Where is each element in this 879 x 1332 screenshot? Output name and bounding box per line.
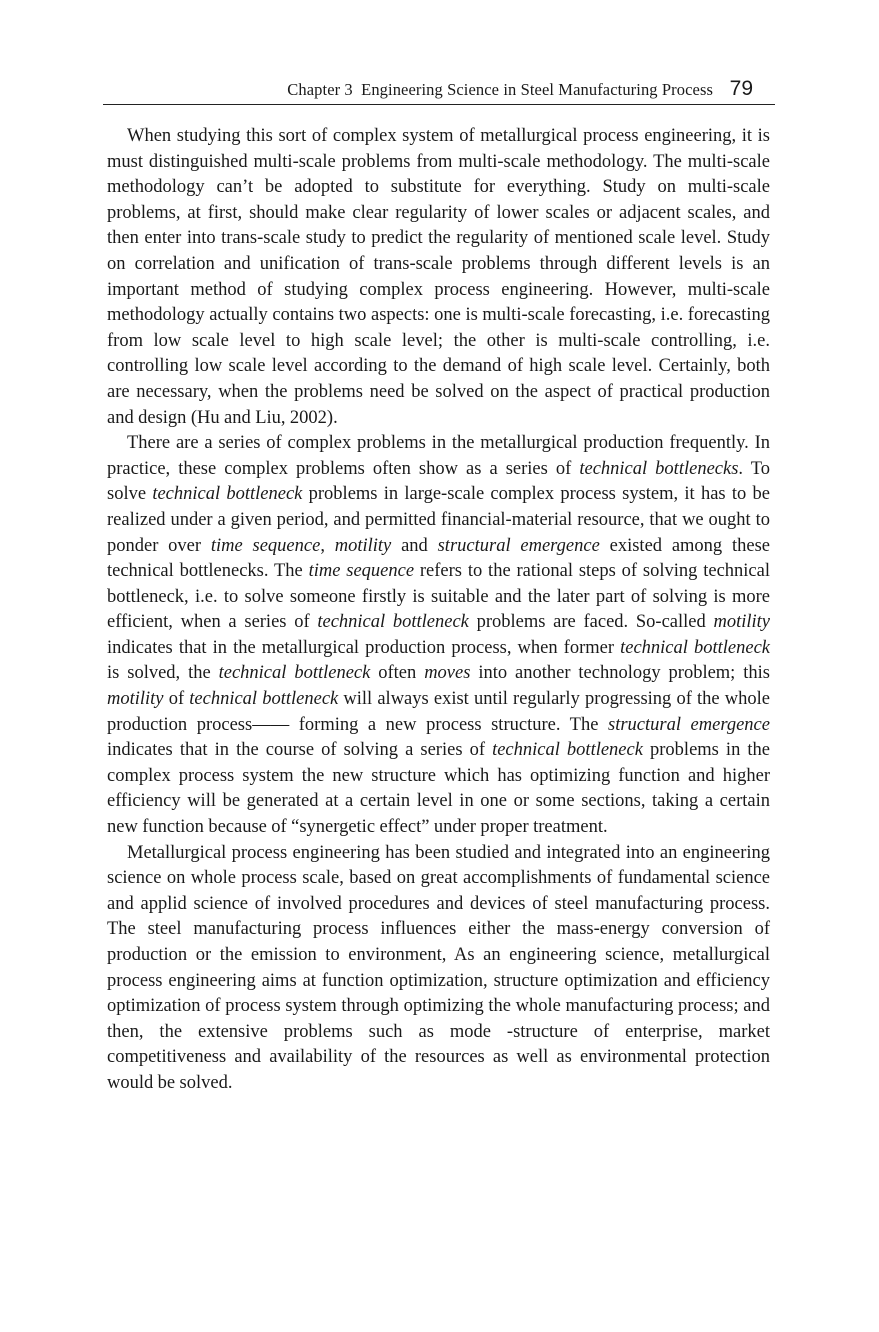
text-run: and: [391, 535, 438, 556]
text-run: When studying this sort of complex system of metallurgical process engineering, it is must distinguished multi-scale problems from multi-scale methodology. The multi-scale methodology can’t be adopted to substitute for everything. Study on multi-scale problems, at first, should make clear regularity of lower scales or adjacent scales, and then enter into trans-scale study to predict the regularity of mentioned scale level. Study on correlation and unification of trans-scale problems through different levels is an important method of studying complex process engineering. However, multi-scale methodology actually contains two aspects: one is multi-scale forecasting, i.e. forecasting from low scale level to high scale level; the other is multi-scale controlling, i.e. controlling low scale level according to the demand of high scale level. Certainly, both are necessary, when the problems need be solved on the aspect of practical production and design (Hu and Liu, 2002).: [107, 126, 770, 428]
text-run: will always exist until regularly progressing of the whole production process—— forming a new process structure. The: [107, 689, 771, 735]
italic-term: moves: [424, 663, 471, 684]
italic-term: technical bottleneck: [218, 663, 371, 684]
chapter-title: Chapter 3 Engineering Science in Steel Manufacturing Process: [287, 80, 713, 99]
text-run: problems in large-scale complex process system, it has to be realized under a given period, and permitted financial-material resource, that we ought to ponder over: [107, 484, 770, 556]
text-run: of: [163, 689, 190, 710]
text-run: problems are faced. So-called: [468, 612, 714, 633]
italic-term: time sequence: [308, 561, 415, 582]
italic-term: time sequence: [210, 535, 321, 556]
text-run: ,: [320, 535, 335, 556]
paragraph-3: [107, 841, 770, 1097]
text-run: is solved, the: [107, 663, 219, 684]
italic-term: technical bottleneck: [492, 740, 643, 761]
running-header: [103, 78, 775, 105]
paragraph-2: [107, 431, 770, 841]
paragraph-1: [107, 124, 770, 431]
italic-term: motility: [334, 535, 392, 556]
text-run: Metallurgical process engineering has been studied and integrated into an engineering science on whole process scale, based on great accomplishments of fundamental science and applid science of involved procedures and devices of steel manufacturing process. The steel manufacturing process influences either the mass-energy conversion of production or the emission to environment, As an engineering science, metallurgical process engineering aims at function optimization, structure optimization and efficiency optimization of process system through optimizing the whole manufacturing process; and then, the extensive problems such as mode -structure of enterprise, market competitiveness and availability of the resources as well as environmental protection would be solved.: [107, 842, 770, 1093]
italic-term: motility: [107, 689, 164, 710]
text-run: There are a series of complex problems in the metallurgical production frequently. In practice, these complex problems often show as a series of: [107, 433, 770, 479]
italic-term: technical bottleneck: [189, 689, 339, 710]
text-run: indicates that in the course of solving a series of: [107, 740, 493, 761]
text-run: refers to the rational steps of solving technical bottleneck, i.e. to solve someone firstly is suitable and the later part of solving is more efficient, when a series of: [107, 561, 770, 633]
text-run: . To solve: [107, 458, 770, 505]
page-number: 79: [729, 77, 753, 100]
text-run: existed among these technical bottlenecks. The: [107, 535, 771, 582]
italic-term: technical bottlenecks: [579, 458, 739, 479]
italic-term: technical bottleneck: [620, 637, 771, 658]
italic-term: structural emergence: [608, 714, 770, 735]
italic-term: structural emergence: [437, 535, 600, 556]
text-run: indicates that in the metallurgical production process, when former: [107, 637, 621, 658]
italic-term: technical bottleneck: [317, 612, 469, 633]
body-text: [107, 124, 770, 1097]
italic-term: technical bottleneck: [152, 484, 303, 505]
text-run: often: [370, 663, 425, 684]
text-run: problems in the complex process system the new structure which has optimizing function and higher efficiency will be generated at a certain level in one or some sections, taking a certain new function because of “synergetic effect” under proper treatment.: [107, 740, 770, 838]
text-run: into another technology problem; this: [470, 663, 770, 684]
italic-term: motility: [713, 612, 770, 633]
